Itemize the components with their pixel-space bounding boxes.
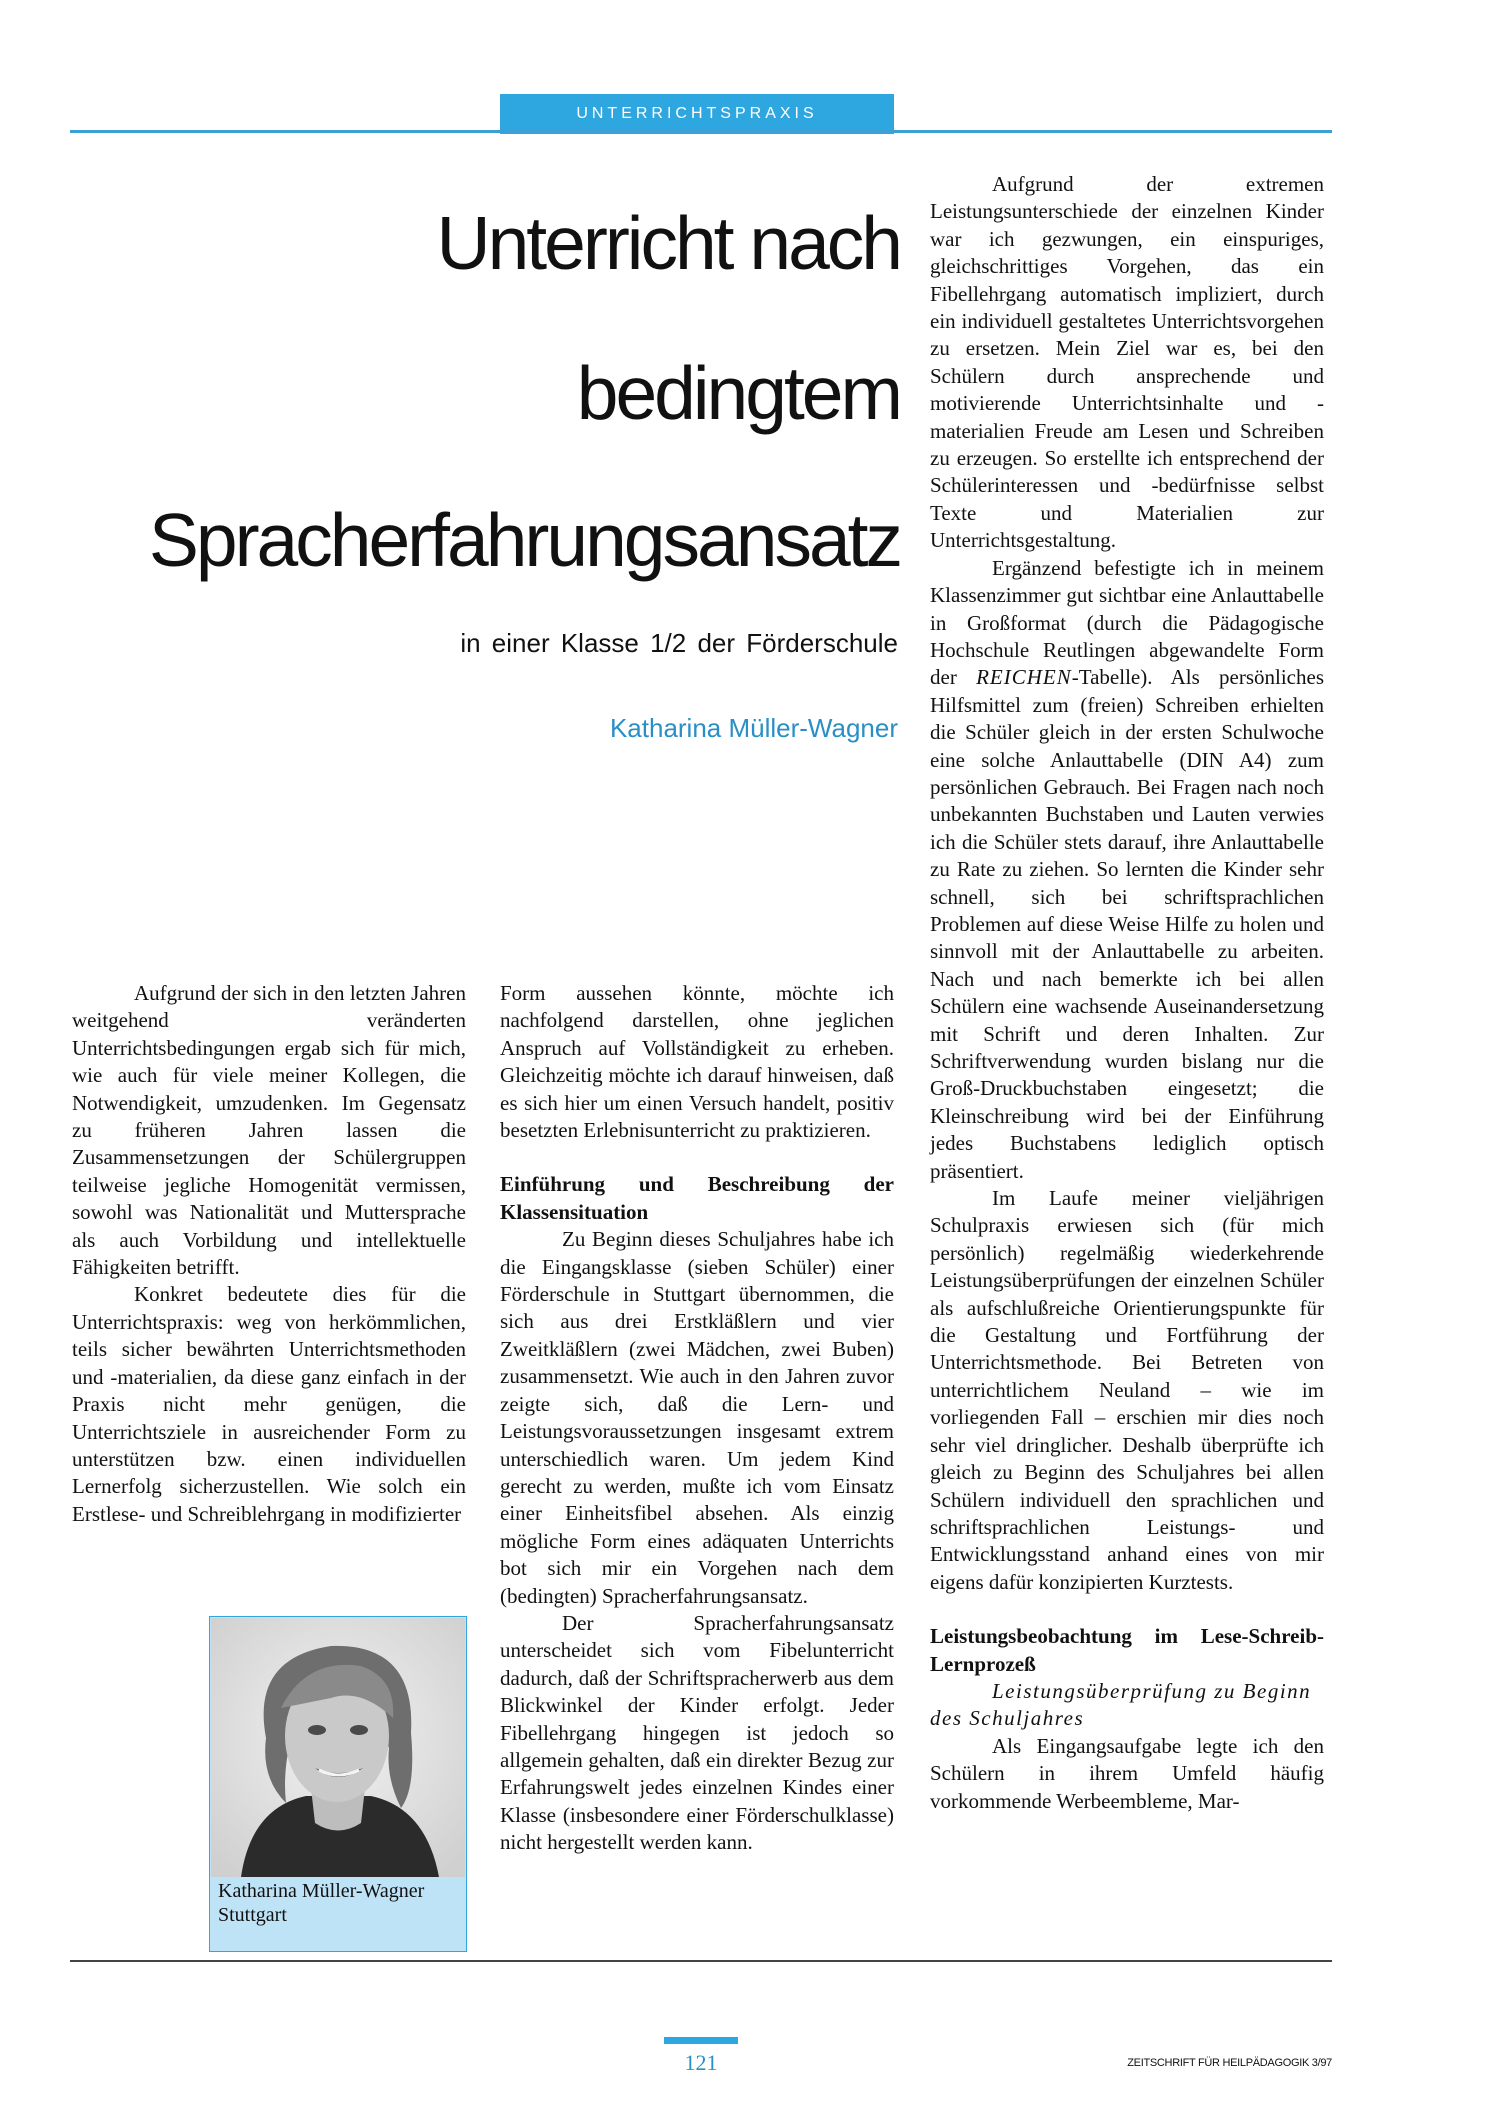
col3-p2-emphasis: REICHEN <box>976 665 1072 690</box>
photo-caption <box>218 1879 458 1927</box>
col3-p2-text-1: Ergänzend befestigte ich in meinem Klassenzimmer gut sichtbar eine Anlauttabelle in Großformat (durch die Pädagogische Hochschule Reutlingen abgewandelte Form der <box>930 555 1324 690</box>
page-number-bar <box>664 2037 738 2044</box>
col1-paragraph-2: Konkret bedeutete dies für die Unterrichtspraxis: weg von herkömmlichen, teils sicher bewährten Unterrichtsmethoden und -materialien, da diese ganz einfach in der Praxis nicht mehr genügen, die Unterrichtsziele in ausreichender Form zu unterstützen bzw. einen individuellen Lernerfolg sicherzustellen. Wie solch ein Erstlese- und Schreiblehrgang in modifizierter <box>72 1282 466 1526</box>
col3-paragraph-3: Im Laufe meiner vieljährigen Schulpraxis erwiesen sich (für mich persönlich) regelmäßig wiederkehrende Leistungsüberprüfungen der einzelnen Schüler als aufschlußreiche Orientierungspunkte für die Gestaltung und Fortführung der Unterrichtsmethode. Bei Betreten von unterrichtlichem Neuland – wie im vorliegenden Fall – erschien mir dies noch sehr viel dringlicher. Deshalb überprüfte ich gleich zu Beginn des Schuljahres bei allen Schülern individuell den sprachlichen und schriftsprachlichen Leistungs- und Entwicklungsstand anhand eines von mir eigens dafür konzipierten Kurztests. <box>930 1186 1324 1594</box>
header-rule <box>70 130 1332 133</box>
author-photo-box <box>209 1616 467 1952</box>
portrait-image <box>211 1618 465 1877</box>
page-number: 121 <box>684 2050 718 2075</box>
col3-paragraph-4: Als Eingangsaufgabe legte ich den Schülern in ihrem Umfeld häufig vorkommende Werbeembleme, Mar- <box>930 1733 1324 1813</box>
column-3 <box>930 171 1324 1815</box>
col2-paragraph-3: Der Spracherfahrungsansatz unterscheidet sich vom Fibelunterricht dadurch, daß der Schriftspracherwerb aus dem Blickwinkel der Kinder erfolgt. Jeder Fibellehrgang hingegen ist jedoch so allgemein gehalten, daß ein direkter Bezug zur Erfahrungswelt jedes einzelnen Kindes einer Klasse (insbesondere einer Förderschulklasse) nicht hergestellt werden kann. <box>500 1610 894 1855</box>
col3-paragraph-2 <box>930 555 1324 1185</box>
section-tab <box>500 94 894 134</box>
column-2 <box>500 980 894 1857</box>
article-author: Katharina Müller-Wagner <box>609 713 898 743</box>
footer-rule <box>70 1960 1332 1962</box>
col1-paragraph-1: Aufgrund der sich in den letzten Jahren weitgehend veränderten Unterrichtsbedingungen ergab sich für mich, wie auch für viele meiner Kollegen, die Notwendigkeit, umzudenken. Im Gegensatz zu früheren Jahren lassen die Zusammensetzungen der Schülergruppen teilweise jegliche Homogenität vermissen, sowohl was Nationalität und Muttersprache als auch Vorbildung und intellektuelle Fähigkeiten betrifft. <box>72 981 466 1280</box>
title-line-2: bedingtem <box>576 351 900 435</box>
column-1 <box>72 980 466 1528</box>
col2-section-heading: Einführung und Beschreibung der Klassensituation <box>500 1172 894 1224</box>
col3-section-heading: Leistungsbeobachtung im Lese-Schreib-Lernprozeß <box>930 1624 1324 1676</box>
author-photo <box>211 1618 465 1877</box>
col3-paragraph-1: Aufgrund der extremen Leistungsunterschiede der einzelnen Kinder war ich gezwungen, ein einspuriges, gleichschrittiges Vorgehen, das ein Fibellehrgang automatisch impliziert, durch ein individuell gestaltetes Unterrichtsvorgehen zu ersetzen. Mein Ziel war es, bei den Schülern durch ansprechende und motivierende Unterrichtsinhalte und -materialien Freude am Lesen und Schreiben zu erzeugen. So erstellte ich entsprechend der Schülerinteressen und -bedürfnisse selbst Texte und Materialien zur Unterrichtsgestaltung. <box>930 172 1324 553</box>
article-subtitle: in einer Klasse 1/2 der Förderschule <box>460 628 898 658</box>
journal-name: ZEITSCHRIFT FÜR HEILPÄDAGOGIK 3/97 <box>1127 2057 1332 2069</box>
col2-paragraph-2: Zu Beginn dieses Schuljahres habe ich die Eingangsklasse (sieben Schüler) einer Förderschule in Stuttgart übernommen, die sich aus drei Erstkläßlern und vier Zweitkläßlern (zwei Mädchen, zwei Buben) zusammensetzt. Wie auch in den Jahren zuvor zeigte sich, daß die Lern- und Leistungsvoraussetzungen insgesamt extrem unterschiedlich waren. Um jedem Kind gerecht zu werden, mußte ich vom Einsatz einer Einheitsfibel absehen. Als einzig mögliche Form eines adäquaten Unterrichts bot sich mir ein Vorgehen nach dem (bedingten) Spracherfahrungsansatz. <box>500 1227 894 1608</box>
section-label: UNTERRICHTSPRAXIS <box>576 105 818 122</box>
col3-subheading: Leistungsüberprüfung zu Beginn des Schuljahres <box>930 1678 1312 1731</box>
col2-paragraph-1: Form aussehen könnte, möchte ich nachfolgend darstellen, ohne jeglichen Anspruch auf Vollständigkeit zu erheben. Gleichzeitig möchte ich darauf hinweisen, daß es sich hier um einen Versuch handelt, positiv besetzten Erlebnisunterricht zu praktizieren. <box>500 981 894 1143</box>
title-line-1: Unterricht nach <box>436 201 900 285</box>
caption-name: Katharina Müller-Wagner <box>218 1880 425 1902</box>
col3-p2-text-2: -Tabelle). Als persönliches Hilfsmittel zum (freien) Schreiben erhielten die Schüler gleich in der ersten Schulwoche eine solche Anlauttabelle (DIN A4) zum persönlichen Gebrauch. Bei Fragen nach noch unbekannten Buchstaben und Lauten verwies ich die Schüler stets darauf, ihre Anlauttabelle zu Rate zu ziehen. So lernten die Kinder sehr schnell, sich bei schriftsprachlichen Problemen auf diese Weise Hilfe zu holen und sinnvoll mit der Anlauttabelle zu arbeiten. Nach und nach bemerkte ich bei allen Schülern eine wachsende Auseinandersetzung mit Schrift und deren Inhalten. Zur Schriftverwendung wurden bislang nur die Groß-Druckbuchstaben eingesetzt; die Kleinschreibung wird bei der Einführung jedes Buchstabens lediglich optisch präsentiert. <box>930 665 1324 1183</box>
caption-place: Stuttgart <box>218 1904 287 1926</box>
title-line-3: Spracherfahrungsansatz <box>148 498 900 582</box>
